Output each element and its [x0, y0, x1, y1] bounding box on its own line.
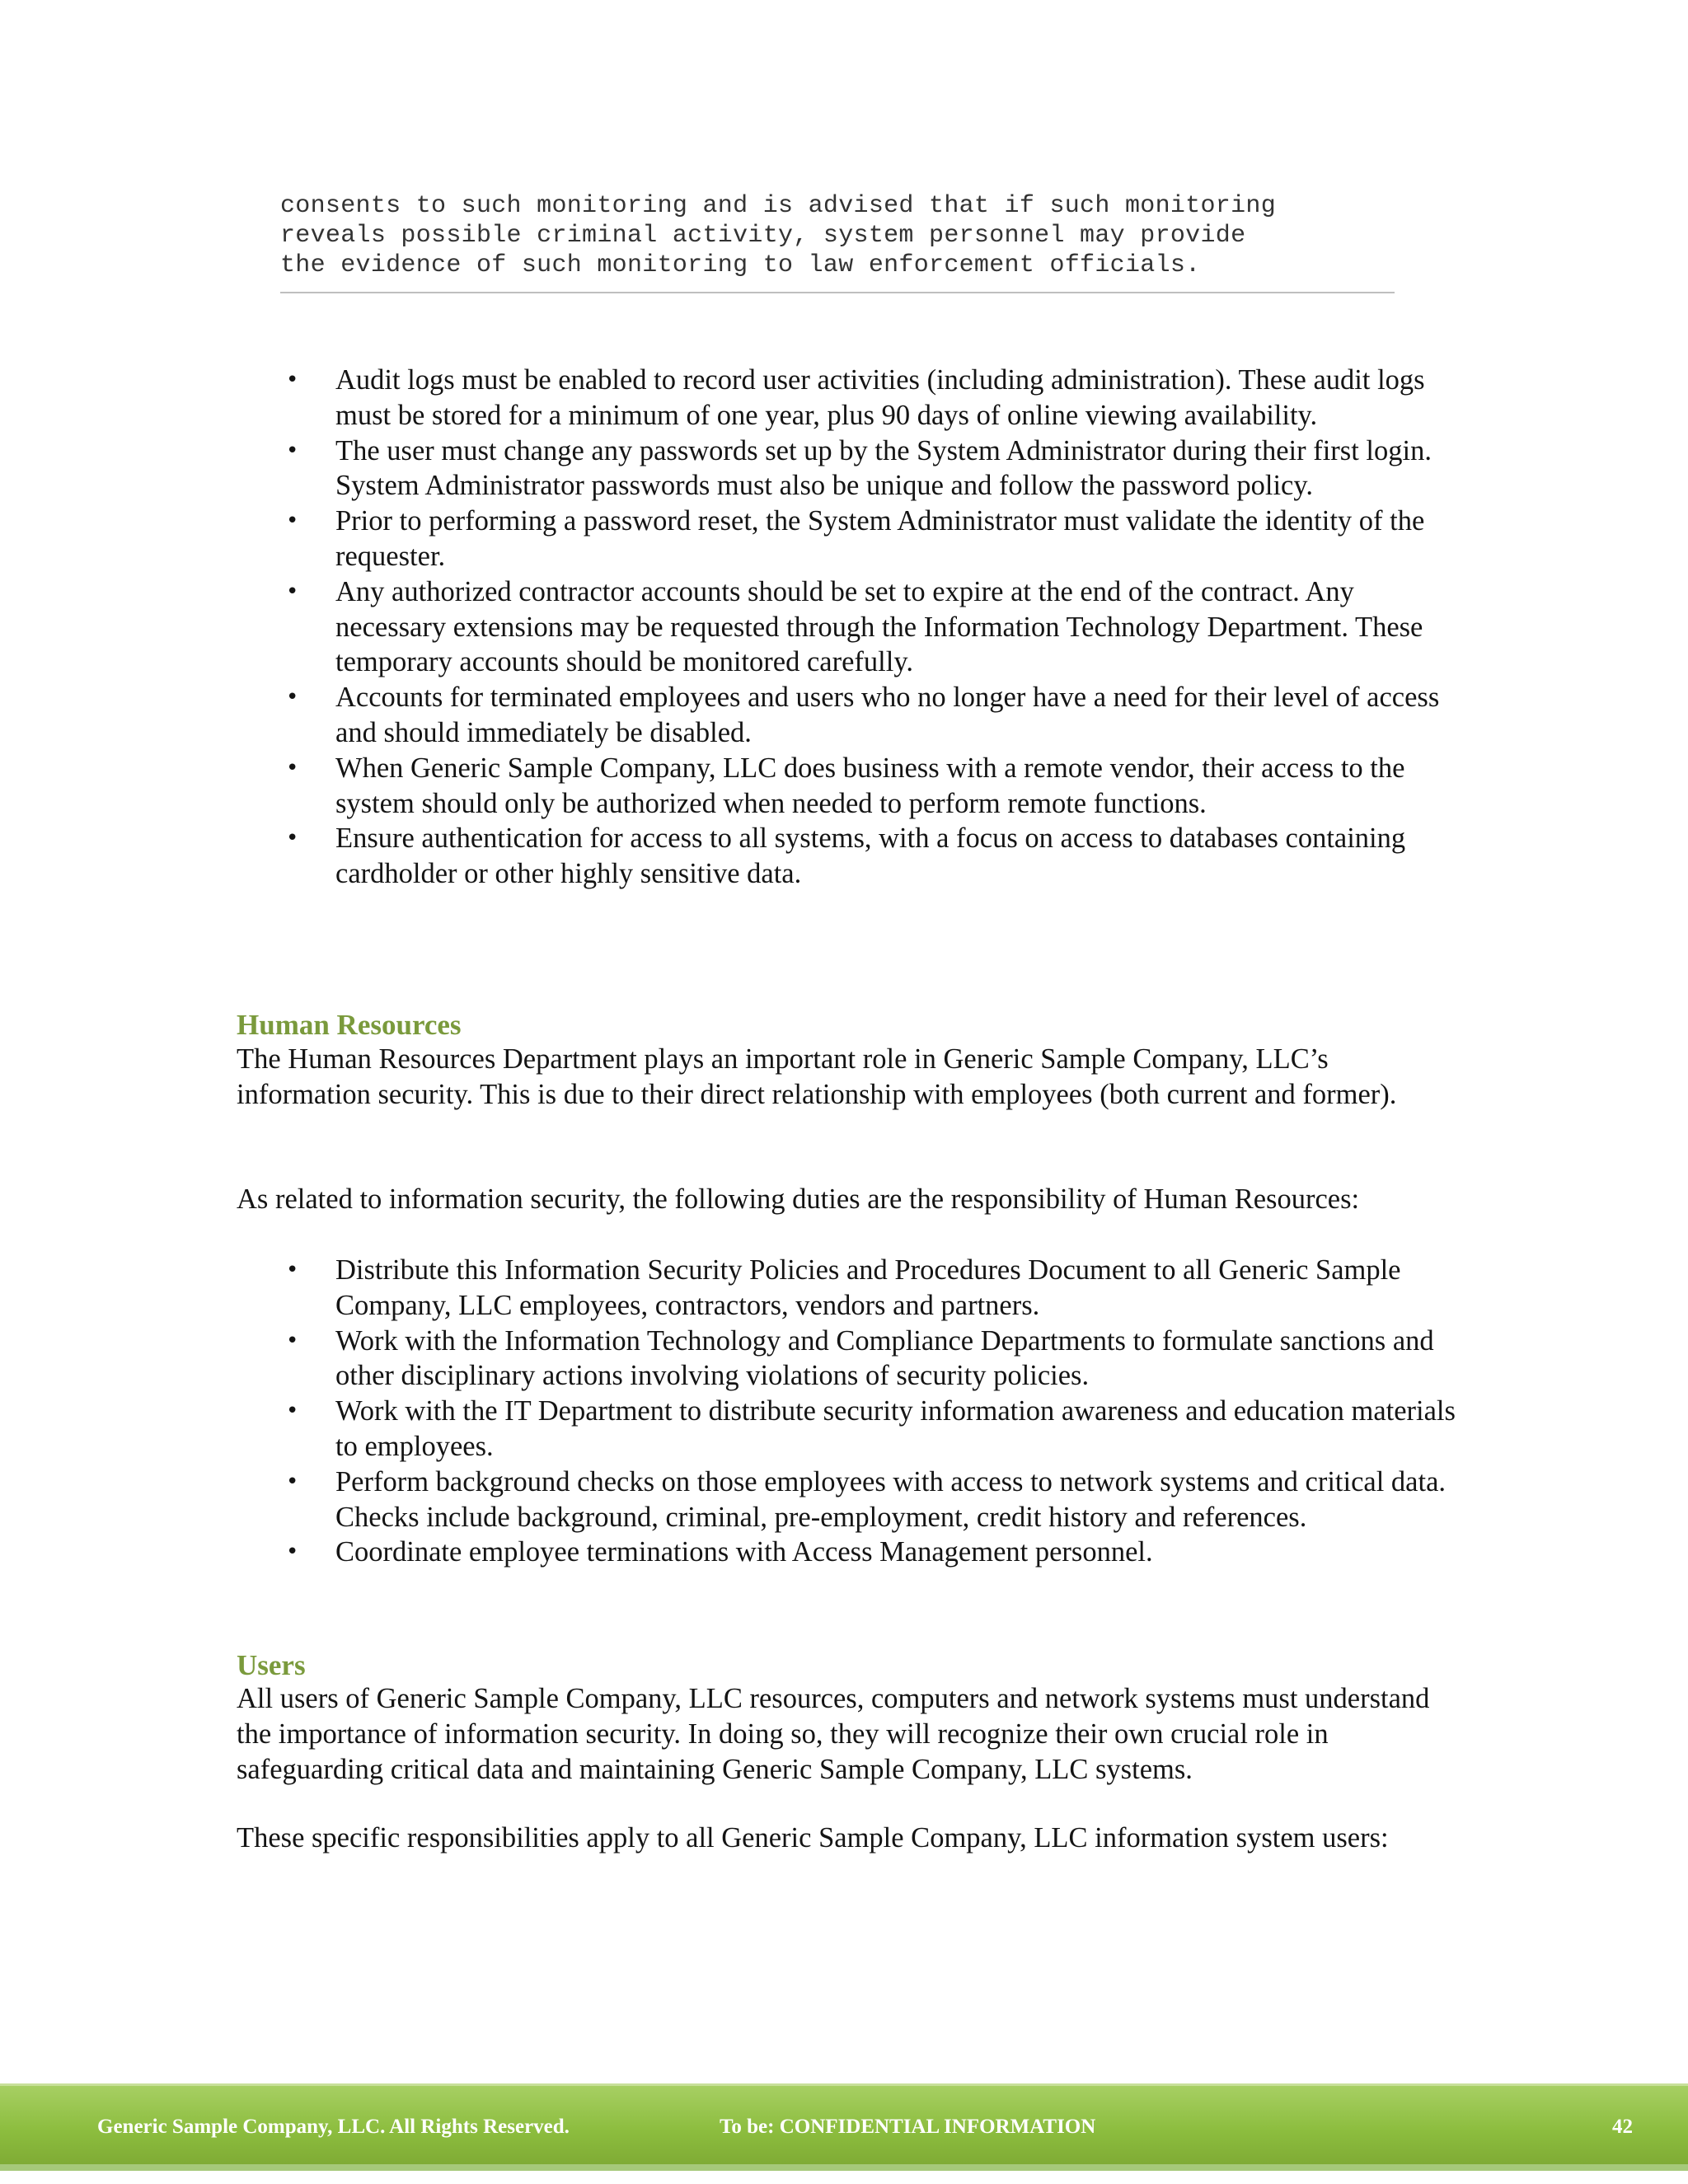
list-item: • Prior to performing a password reset, the System Administrator must validate the identity of the requester. — [335, 504, 1456, 574]
notice-line: consents to such monitoring and is advised that if such monitoring — [280, 192, 1276, 220]
list-item: • When Generic Sample Company, LLC does business with a remote vendor, their access to the system should only be authorized when needed to perform remote functions. — [335, 751, 1456, 822]
page-footer — [0, 2083, 1688, 2168]
list-item: • Perform background checks on those employees with access to network systems and critical data. Checks include background, criminal, pre-employment, credit history and references. — [335, 1465, 1456, 1535]
human-resources-intro: The Human Resources Department plays an important role in Generic Sample Company, LLC’s information security. This is due to their direct relationship with employees (both current and former). — [237, 1043, 1397, 1110]
page-number: 42 — [1612, 2116, 1633, 2138]
list-item: • Accounts for terminated employees and users who no longer have a need for their level of access and should immediately be disabled. — [335, 680, 1456, 751]
users-lead: These specific responsibilities apply to all Generic Sample Company, LLC information system users: — [237, 1822, 1389, 1854]
list-item: • Work with the IT Department to distribute security information awareness and education materials to employees. — [335, 1394, 1456, 1465]
banner-divider — [280, 292, 1395, 293]
list-item: • Ensure authentication for access to all systems, with a focus on access to databases containing cardholder or other highly sensitive data. — [335, 821, 1456, 892]
footer-divider — [0, 2164, 1688, 2171]
footer-classification: To be: CONFIDENTIAL INFORMATION — [720, 2116, 1096, 2138]
users-heading: Users — [237, 1649, 306, 1681]
human-resources-heading: Human Resources — [237, 1009, 462, 1041]
footer-copyright: Generic Sample Company, LLC. All Rights Reserved. — [97, 2116, 570, 2138]
notice-line: the evidence of such monitoring to law enforcement officials. — [280, 251, 1201, 279]
list-item: • Any authorized contractor accounts should be set to expire at the end of the contract. Any necessary extensions may be requested through the Information Technology Department. These temporary accounts should be monitored carefully. — [335, 574, 1456, 680]
access-control-list — [335, 363, 1456, 892]
list-item: • Audit logs must be enabled to record user activities (including administration). These audit logs must be stored for a minimum of one year, plus 90 days of online viewing availability. — [335, 363, 1456, 434]
list-item: • The user must change any passwords set up by the System Administrator during their first login. System Administrator passwords must also be unique and follow the password policy. — [335, 434, 1456, 504]
list-item: • Work with the Information Technology and Compliance Departments to formulate sanctions and other disciplinary actions involving violations of security policies. — [335, 1324, 1456, 1394]
list-item: • Coordinate employee terminations with Access Management personnel. — [335, 1535, 1456, 1570]
users-intro: All users of Generic Sample Company, LLC resources, computers and network systems must understand the importance of information security. In doing so, they will recognize their own crucial role in safeguarding critical data and maintaining Generic Sample Company, LLC systems. — [237, 1683, 1430, 1785]
notice-line: reveals possible criminal activity, system personnel may provide — [280, 222, 1246, 250]
monitoring-notice-banner — [280, 191, 1393, 280]
list-item: • Distribute this Information Security Policies and Procedures Document to all Generic Sample Company, LLC employees, contractors, vendors and partners. — [335, 1253, 1456, 1324]
human-resources-lead: As related to information security, the following duties are the responsibility of Human Resources: — [237, 1183, 1360, 1215]
human-resources-list — [335, 1253, 1456, 1570]
